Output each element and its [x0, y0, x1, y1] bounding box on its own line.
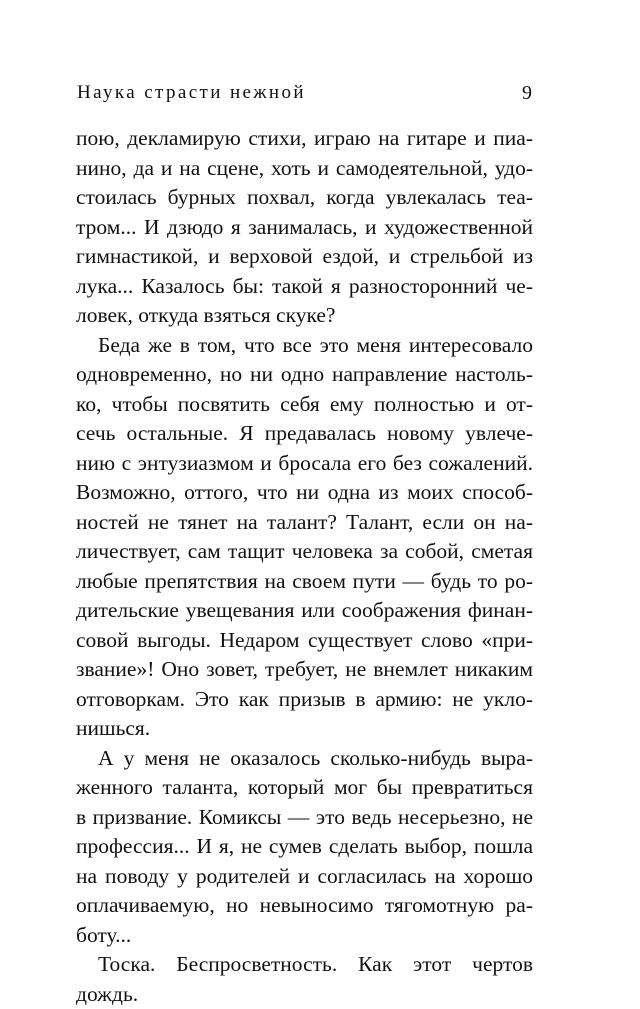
text-line: женного таланта, который мог бы превратиться	[76, 773, 533, 803]
paragraph	[76, 950, 533, 1009]
text-line: Возможно, оттого, что ни одна из моих способ-	[76, 478, 533, 508]
text-line: А у меня не оказалось сколько-нибудь выра-	[76, 744, 533, 774]
text-line: стоилась бурных похвал, когда увлекалась теа-	[76, 183, 533, 213]
text-line: нишься.	[76, 714, 533, 744]
text-line: лука... Казалось бы: такой я разносторонний че-	[76, 272, 533, 302]
text-line: пою, декламирую стихи, играю на гитаре и пиа-	[76, 124, 533, 154]
text-line: отговоркам. Это как призыв в армию: не укло-	[76, 685, 533, 715]
text-line: Тоска. Беспросветность. Как этот чертов	[76, 950, 533, 980]
paragraph	[76, 124, 533, 331]
text-line: звание»! Оно зовет, требует, не внемлет никаким	[76, 655, 533, 685]
text-line: совой выгоды. Недаром существует слово «при-	[76, 626, 533, 656]
text-line: ностей не тянет на талант? Талант, если он на-	[76, 508, 533, 538]
text-line: боту...	[76, 921, 533, 951]
text-line: дительские увещевания или соображения финан-	[76, 596, 533, 626]
text-line: нию с энтузиазмом и бросала его без сожалений.	[76, 449, 533, 479]
text-line: ко, чтобы посвятить себя ему полностью и от-	[76, 390, 533, 420]
text-line: гимнастикой, и верховой ездой, и стрельбой из	[76, 242, 533, 272]
text-line: одновременно, но ни одно направление настоль-	[76, 360, 533, 390]
text-line: на поводу у родителей и согласилась на хорошо	[76, 862, 533, 892]
text-line: нино, да и на сцене, хоть и самодеятельной, удо-	[76, 154, 533, 184]
text-line: любые препятствия на своем пути — будь то ро-	[76, 567, 533, 597]
text-line: личествует, сам тащит человека за собой, сметая	[76, 537, 533, 567]
running-head	[77, 80, 532, 106]
text-line: оплачиваемую, но невыносимо тягомотную ра-	[76, 891, 533, 921]
text-line: в призвание. Комиксы — это ведь несерьезно, не	[76, 803, 533, 833]
text-line: тром... И дзюдо я занималась, и художественной	[76, 213, 533, 243]
page-number: 9	[522, 80, 532, 106]
text-line: профессия... И я, не сумев сделать выбор, пошла	[76, 832, 533, 862]
paragraph	[76, 331, 533, 744]
body-text	[76, 124, 533, 1009]
text-line: Беда же в том, что все это меня интересовало	[76, 331, 533, 361]
paragraph	[76, 744, 533, 951]
text-line: ловек, откуда взяться скуке?	[76, 301, 533, 331]
text-line: сечь остальные. Я предавалась новому увлече-	[76, 419, 533, 449]
running-title: Наука страсти нежной	[77, 80, 306, 106]
text-line: дождь.	[76, 980, 533, 1009]
